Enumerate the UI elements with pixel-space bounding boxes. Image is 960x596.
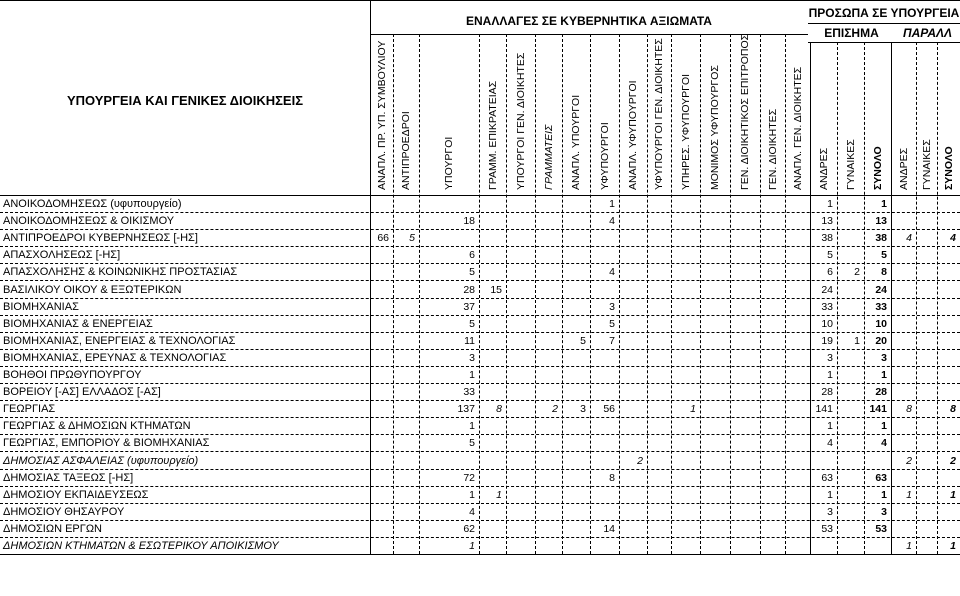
column-header: ΑΝΑΠΛ. ΠΡ. ΥΠ. ΣΥΜΒΟΥΛΙΟΥ <box>375 40 388 190</box>
table-cell: 5 <box>409 232 415 245</box>
column-header: ΥΠΟΥΡΓΟΙ <box>443 136 455 190</box>
table-cell: 1 <box>881 369 887 381</box>
table-cell: 1 <box>827 198 833 210</box>
table-cell: 1 <box>827 420 833 433</box>
column-divider <box>916 42 917 554</box>
table-cell: 3 <box>609 300 615 313</box>
table-cell: 1 <box>950 488 956 501</box>
table-cell: 37 <box>463 300 475 313</box>
column-header: ΓΕΝ. ΔΙΟΙΚΗΤΕΣ <box>766 108 779 190</box>
row-label: ΒΟΡΕΙΟΥ [-ΑΣ] ΕΛΛΑΔΟΣ [-ΑΣ] <box>3 386 161 399</box>
header-divider <box>808 23 960 24</box>
table-row <box>0 538 960 555</box>
row-label: ΔΗΜΟΣΙΑΣ ΑΣΦΑΛΕΙΑΣ (υφυπουργείο) <box>3 454 199 467</box>
table-cell: 5 <box>469 266 475 279</box>
row-label: ΓΕΩΡΓΙΑΣ, ΕΜΠΟΡΙΟΥ & ΒΙΟΜΗΧΑΝΙΑΣ <box>3 437 210 450</box>
table-cell: 6 <box>469 249 475 262</box>
table-cell: 1 <box>469 420 475 433</box>
table-cell: 1 <box>906 540 912 552</box>
row-label: ΒΙΟΜΗΧΑΝΙΑΣ <box>3 300 79 313</box>
column-header: ΓΕΝ. ΔΙΟΙΚΗΤΙΚΟΣ ΕΠΙΤΡΟΠΟΣ <box>739 33 751 190</box>
table-row <box>0 504 960 521</box>
table-cell: 3 <box>580 403 586 416</box>
table-cell: 5 <box>469 317 475 330</box>
table-row <box>0 367 960 384</box>
column-divider <box>479 34 480 554</box>
table-cell: 5 <box>881 249 887 262</box>
row-label: ΔΗΜΟΣΙΩΝ ΕΡΓΩΝ <box>3 522 102 535</box>
table-cell: 1 <box>950 540 956 552</box>
table-cell: 1 <box>609 198 615 210</box>
table-cell: 53 <box>875 522 887 535</box>
table-cell: 28 <box>821 386 833 399</box>
group-header-persons: ΠΡΟΣΩΠΑ ΣΕ ΥΠΟΥΡΓΕΙΑ <box>808 6 960 20</box>
column-header: ΥΠΗΡΕΣ. ΥΦΥΠΟΥΡΓΟΙ <box>679 73 692 190</box>
column-divider <box>419 34 420 554</box>
table-cell: 4 <box>827 437 833 450</box>
table-cell: 137 <box>457 403 475 416</box>
column-header: ΑΝΤΙΠΡΟΕΔΡΟΙ <box>400 111 412 190</box>
header-divider <box>808 42 960 43</box>
column-divider <box>730 34 731 554</box>
table-row <box>0 350 960 367</box>
column-divider <box>506 34 507 554</box>
table-cell: 2 <box>552 403 558 416</box>
table-row <box>0 435 960 452</box>
table-cell: 28 <box>875 386 887 399</box>
table-cell: 8 <box>906 403 912 416</box>
table-cell: 10 <box>875 317 887 330</box>
column-header: ΑΝΑΠΛ. ΥΦΥΠΟΥΡΓΟΙ <box>627 80 639 190</box>
row-label: ΒΙΟΜΗΧΑΝΙΑΣ & ΕΝΕΡΓΕΙΑΣ <box>3 317 153 330</box>
header-divider <box>0 0 960 1</box>
row-label: ΒΟΗΘΟΙ ΠΡΩΘΥΠΟΥΡΓΟΥ <box>3 369 142 381</box>
table-cell: 1 <box>906 488 912 501</box>
column-divider <box>535 34 536 554</box>
table-cell: 66 <box>377 232 389 245</box>
table-cell: 15 <box>490 283 502 296</box>
column-header: ΓΥΝΑΙΚΕΣ <box>844 139 857 190</box>
table-cell: 5 <box>827 249 833 262</box>
table-row <box>0 521 960 538</box>
table-cell: 56 <box>603 403 615 416</box>
table-row <box>0 333 960 350</box>
column-divider <box>619 34 620 554</box>
column-header: ΜΟΝΙΜΟΣ ΥΦΥΠΟΥΡΓΟΣ <box>709 65 721 190</box>
table-cell: 4 <box>950 232 956 245</box>
row-label: ΓΕΩΡΓΙΑΣ & ΔΗΜΟΣΙΩΝ ΚΤΗΜΑΤΩΝ <box>3 420 191 433</box>
column-header: ΑΝΔΡΕΣ <box>897 147 910 190</box>
row-label: ΔΗΜΟΣΙΟΥ ΘΗΣΑΥΡΟΥ <box>3 505 125 518</box>
table-cell: 3 <box>469 351 475 364</box>
table-cell: 5 <box>580 334 586 347</box>
table-row <box>0 196 960 213</box>
column-header: ΓΡΑΜΜ. ΕΠΙΚΡΑΤΕΙΑΣ <box>486 80 499 190</box>
header-divider <box>370 34 808 35</box>
table-row <box>0 299 960 316</box>
column-divider <box>937 42 938 554</box>
column-divider <box>671 34 672 554</box>
table-cell: 1 <box>827 369 833 381</box>
column-header: ΓΡΑΜΜΑΤΕΙΣ <box>542 124 555 190</box>
table-cell: 1 <box>881 420 887 433</box>
table-cell: 63 <box>821 471 833 484</box>
table-cell: 1 <box>854 334 860 347</box>
table-cell: 2 <box>637 454 643 467</box>
table-cell: 63 <box>875 471 887 484</box>
table-row <box>0 264 960 281</box>
row-label: ΑΝΟΙΚΟΔΟΜΗΣΕΩΣ & ΟΙΚΙΣΜΟΥ <box>3 215 175 228</box>
column-header: ΥΠΟΥΡΓΟΙ ΓΕΝ. ΔΙΟΙΚΗΤΕΣ <box>514 52 527 190</box>
table-cell: 1 <box>496 488 502 501</box>
column-header: ΓΥΝΑΙΚΕΣ <box>920 139 933 190</box>
table-cell: 3 <box>881 505 887 518</box>
column-header: ΥΦΥΠΟΥΡΓΟΙ ΓΕΝ. ΔΙΟΙΚΗΤΕΣ <box>653 38 665 190</box>
header-divider <box>0 195 960 196</box>
table-main-title: ΥΠΟΥΡΓΕΙΑ ΚΑΙ ΓΕΝΙΚΕΣ ΔΙΟΙΚΗΣΕΙΣ <box>66 92 304 108</box>
table-cell: 141 <box>869 403 887 416</box>
table-cell: 5 <box>609 317 615 330</box>
column-header: ΣΥΝΟΛΟ <box>871 146 884 190</box>
table-cell: 33 <box>463 386 475 399</box>
table-row <box>0 213 960 230</box>
table-cell: 14 <box>603 522 615 535</box>
table-cell: 13 <box>821 215 833 228</box>
table-cell: 10 <box>821 317 833 330</box>
row-label: ΑΠΑΣΧΟΛΗΣΕΩΣ [-ΗΣ] <box>3 249 121 262</box>
column-divider <box>370 0 371 554</box>
table-cell: 8 <box>881 266 887 279</box>
table-cell: 1 <box>881 198 887 210</box>
column-header: ΑΝΑΠΛ. ΓΕΝ. ΔΙΟΙΚΗΤΕΣ <box>791 66 804 190</box>
row-label: ΔΗΜΟΣΙΩΝ ΚΤΗΜΑΤΩΝ & ΕΣΩΤΕΡΙΚΟΥ ΑΠΟΙΚΙΣΜΟΥ <box>3 540 279 552</box>
table-cell: 1 <box>827 488 833 501</box>
row-label: ΑΠΑΣΧΟΛΗΣΗΣ & ΚΟΙΝΩΝΙΚΗΣ ΠΡΟΣΤΑΣΙΑΣ <box>3 266 238 279</box>
table-cell: 72 <box>463 471 475 484</box>
row-label: ΒΙΟΜΗΧΑΝΙΑΣ, ΕΡΕΥΝΑΣ & ΤΕΧΝΟΛΟΓΙΑΣ <box>3 351 227 364</box>
table-cell: 8 <box>496 403 502 416</box>
row-label: ΑΝΟΙΚΟΔΟΜΗΣΕΩΣ (υφυπουργείο) <box>3 198 182 210</box>
table-cell: 3 <box>827 505 833 518</box>
table-cell: 8 <box>950 403 956 416</box>
row-label: ΓΕΩΡΓΙΑΣ <box>3 403 56 416</box>
column-header: ΑΝΑΠΛ. ΥΠΟΥΡΓΟΙ <box>570 94 582 190</box>
table-cell: 1 <box>690 403 696 416</box>
table-cell: 20 <box>875 334 887 347</box>
table-row <box>0 418 960 435</box>
subheader-parallel: ΠΑΡΑΛΛ <box>902 26 953 40</box>
table-cell: 1 <box>469 369 475 381</box>
column-header: ΑΝΔΡΕΣ <box>817 147 830 190</box>
column-header: ΥΦΥΠΟΥΡΓΟΙ <box>598 122 611 190</box>
table-cell: 33 <box>821 300 833 313</box>
table-cell: 6 <box>827 266 833 279</box>
table-row <box>0 487 960 504</box>
table-cell: 33 <box>875 300 887 313</box>
group-header-offices: ΕΝΑΛΛΑΓΕΣ ΣΕ ΚΥΒΕΡΝΗΤΙΚΑ ΑΞΙΩΜΑΤΑ <box>466 14 712 28</box>
table-row <box>0 384 960 401</box>
table-cell: 141 <box>815 403 833 416</box>
table-cell: 28 <box>463 283 475 296</box>
column-divider <box>562 34 563 554</box>
column-divider <box>837 42 838 554</box>
table-cell: 1 <box>881 488 887 501</box>
column-divider <box>891 42 892 554</box>
table-cell: 3 <box>827 351 833 364</box>
table-cell: 8 <box>609 471 615 484</box>
table-cell: 4 <box>469 505 475 518</box>
table-cell: 13 <box>875 215 887 228</box>
table-row <box>0 247 960 264</box>
row-label: ΔΗΜΟΣΙΑΣ ΤΑΞΕΩΣ [-ΗΣ] <box>3 471 134 484</box>
column-divider <box>700 34 701 554</box>
table-row <box>0 230 960 247</box>
column-header: ΣΥΝΟΛΟ <box>942 146 955 190</box>
table-cell: 5 <box>469 437 475 450</box>
table-cell: 4 <box>609 266 615 279</box>
column-divider <box>393 34 394 554</box>
row-label: ΔΗΜΟΣΙΟΥ ΕΚΠΑΙΔΕΥΣΕΩΣ <box>3 488 149 501</box>
table-cell: 7 <box>609 334 615 347</box>
table-cell: 4 <box>881 437 887 450</box>
table-cell: 2 <box>854 266 860 279</box>
table-row <box>0 453 960 470</box>
row-label: ΒΙΟΜΗΧΑΝΙΑΣ, ΕΝΕΡΓΕΙΑΣ & ΤΕΧΝΟΛΟΓΙΑΣ <box>3 334 236 347</box>
subheader-official: ΕΠΙΣΗΜΑ <box>824 26 879 40</box>
table-row <box>0 316 960 333</box>
table-cell: 18 <box>463 215 475 228</box>
column-divider <box>810 42 811 554</box>
table-cell: 38 <box>875 232 887 245</box>
table-cell: 38 <box>821 232 833 245</box>
table-cell: 2 <box>950 454 956 467</box>
column-divider <box>785 34 786 554</box>
row-label: ΑΝΤΙΠΡΟΕΔΡΟΙ ΚΥΒΕΡΝΗΣΕΩΣ [-ΗΣ] <box>3 232 198 245</box>
table-cell: 2 <box>906 454 912 467</box>
table-cell: 53 <box>821 522 833 535</box>
table-cell: 1 <box>469 488 475 501</box>
table-cell: 62 <box>463 522 475 535</box>
table-cell: 1 <box>469 540 475 552</box>
table-cell: 11 <box>464 334 475 347</box>
table-cell: 24 <box>821 283 833 296</box>
table-row <box>0 401 960 418</box>
table-cell: 24 <box>875 283 887 296</box>
row-label: ΒΑΣΙΛΙΚΟΥ ΟΙΚΟΥ & ΕΞΩΤΕΡΙΚΩΝ <box>3 283 182 296</box>
table-row <box>0 470 960 487</box>
column-divider <box>864 42 865 554</box>
column-divider <box>647 34 648 554</box>
column-divider <box>590 34 591 554</box>
table-cell: 4 <box>609 215 615 228</box>
table-row <box>0 282 960 299</box>
column-divider <box>760 34 761 554</box>
table-cell: 3 <box>881 351 887 364</box>
table-cell: 4 <box>906 232 912 245</box>
table-cell: 19 <box>821 334 833 347</box>
